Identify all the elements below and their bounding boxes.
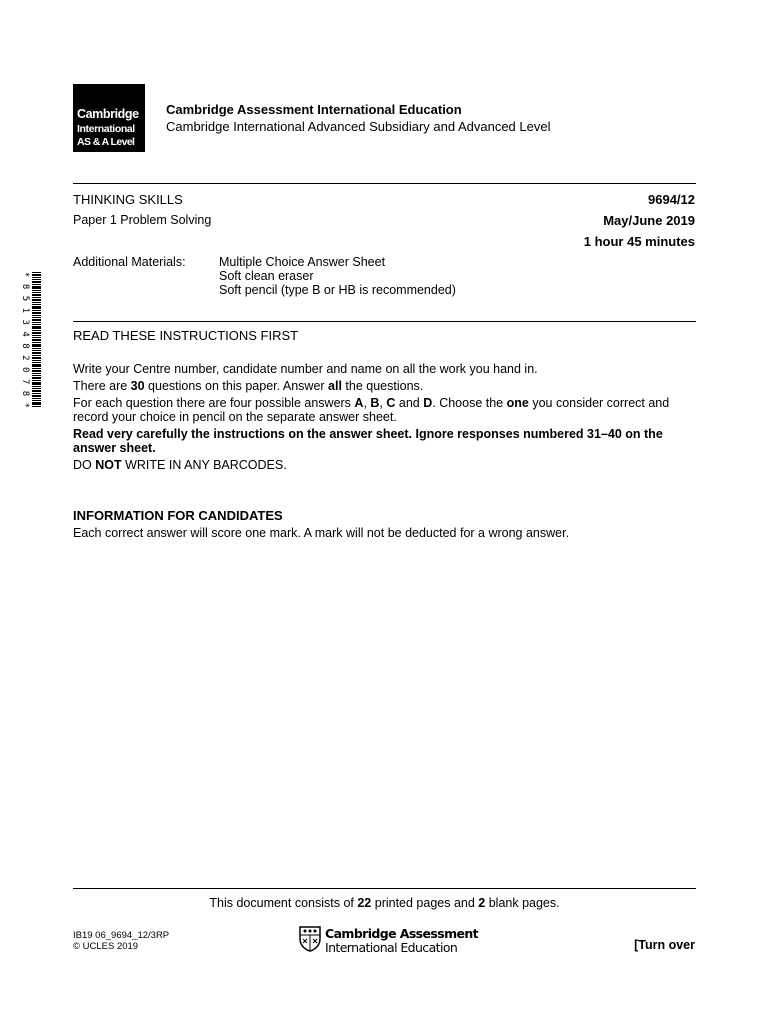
- barcode-digits: *8513482078*: [20, 272, 30, 408]
- instruction-line: [73, 379, 696, 393]
- instruction-line: [73, 458, 696, 472]
- text-span: blank pages.: [485, 896, 560, 910]
- divider: [73, 321, 696, 322]
- emphasis-not: NOT: [95, 458, 122, 472]
- copyright: © UCLES 2019: [73, 941, 139, 952]
- text-span: There are: [73, 379, 131, 393]
- instructions-heading: READ THESE INSTRUCTIONS FIRST: [73, 328, 299, 343]
- paper-name: Paper 1 Problem Solving: [73, 213, 212, 227]
- footer-reference: [73, 930, 169, 952]
- logo-line-2: International: [77, 123, 135, 135]
- text-span: you consider correct and record your choice in pencil on the separate answer sheet.: [73, 396, 670, 424]
- emphasis-all: all: [328, 379, 342, 393]
- option-a: A: [354, 396, 364, 410]
- logo-line-1: Cambridge: [77, 107, 139, 121]
- barcode: [20, 270, 42, 410]
- option-c: C: [386, 396, 396, 410]
- information-heading: INFORMATION FOR CANDIDATES: [73, 508, 283, 523]
- footer-brand-line-1: Cambridge Assessment: [325, 926, 479, 941]
- emphasis-one: one: [506, 396, 529, 410]
- page-count-note: [73, 896, 696, 910]
- printed-pages: 22: [357, 896, 372, 910]
- materials-label: Additional Materials:: [73, 255, 186, 269]
- paper-code: 9694/12: [648, 192, 695, 207]
- blank-pages: 2: [478, 896, 486, 910]
- text-span: . Choose the: [432, 396, 507, 410]
- instruction-line-bold: Read very carefully the instructions on the answer sheet. Ignore responses numbered 31–40 on the answer sheet.: [73, 427, 663, 455]
- materials-list: [219, 255, 456, 297]
- exam-duration: 1 hour 45 minutes: [583, 234, 695, 249]
- text-span: This document consists of: [209, 896, 358, 910]
- material-item: Multiple Choice Answer Sheet: [219, 255, 386, 269]
- text-span: ,: [363, 396, 371, 410]
- instruction-line: Write your Centre number, candidate number and name on all the work you hand in.: [73, 362, 538, 376]
- qualification-name: Cambridge International Advanced Subsidiary and Advanced Level: [166, 119, 551, 134]
- option-d: D: [423, 396, 433, 410]
- instruction-line: [73, 396, 696, 424]
- text-span: ,: [379, 396, 387, 410]
- information-text: Each correct answer will score one mark. A mark will not be deducted for a wrong answer.: [73, 526, 570, 540]
- option-b: B: [370, 396, 380, 410]
- subject-title: THINKING SKILLS: [73, 192, 183, 207]
- text-span: the questions.: [341, 379, 424, 393]
- document-ref: IB19 06_9694_12/3RP: [73, 930, 170, 941]
- text-span: printed pages and: [371, 896, 479, 910]
- divider: [73, 183, 696, 184]
- divider: [73, 888, 696, 889]
- turn-over-note: [Turn over: [634, 938, 695, 952]
- material-item: Soft pencil (type B or HB is recommended): [219, 283, 456, 297]
- question-count: 30: [130, 379, 145, 393]
- text-span: questions on this paper. Answer: [144, 379, 329, 393]
- text-span: WRITE IN ANY BARCODES.: [121, 458, 287, 472]
- footer-brand-line-2: International Education: [325, 940, 458, 955]
- text-span: DO: [73, 458, 96, 472]
- exam-session: May/June 2019: [603, 213, 695, 228]
- crest-icon: [299, 926, 321, 952]
- logo-line-3: AS & A Level: [77, 136, 135, 148]
- text-span: and: [395, 396, 424, 410]
- organisation-name: Cambridge Assessment International Education: [166, 102, 462, 117]
- material-item: Soft clean eraser: [219, 269, 314, 283]
- text-span: For each question there are four possible answers: [73, 396, 355, 410]
- cambridge-logo: [73, 84, 145, 152]
